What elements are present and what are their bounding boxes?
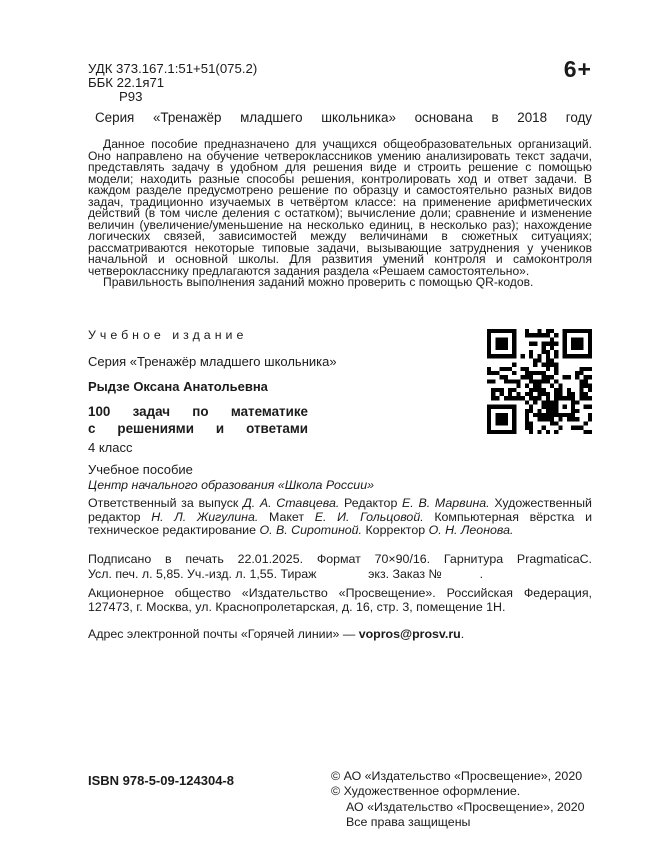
author-sign-code: Р93 — [119, 88, 143, 104]
bibliographic-codes — [88, 62, 257, 103]
annotation-qr-note: Правильность выполнения заданий можно проверить с помощью QR-кодов. — [103, 275, 534, 289]
age-rating-badge: 6+ — [563, 56, 592, 82]
hotline-email: vopros@prosv.ru — [358, 626, 461, 641]
print-info-line1: Подписано в печать 22.01.2025. Формат 70×90/16. Гарнитура PragmaticaC. — [88, 551, 592, 566]
print-info-line2: Усл. печ. л. 5,85. Уч.-изд. л. 1,55. Тираж экз. Заказ № . — [88, 566, 484, 581]
copyright-line-2: © Художественное оформление. — [331, 784, 521, 799]
edition-kind: Учебное издание — [88, 328, 248, 342]
imprint-block — [88, 478, 592, 641]
copyright-line-4: Все права защищены — [346, 814, 471, 829]
author-name: Рыдзе Оксана Анатольевна — [88, 379, 268, 394]
hotline-label: Адрес электронной почты «Горячей линии» — — [88, 626, 359, 641]
book-title-line1: 100 задач по математике — [88, 403, 308, 419]
copyright-block — [331, 769, 593, 830]
education-center-line: Центр начального образования «Школа России» — [88, 478, 374, 492]
series-founded-line: Серия «Тренажёр младшего школьника» основана в 2018 году — [95, 110, 592, 125]
credits-line: Ответственный за выпуск Д. А. Ставцева. Редактор Е. В. Марвина. Художественный редактор Н. Л. Жигулина. Макет Е. И. Гольцовой. Компьютерная вёрстка и техническое редактирование О. В. Сиротиной. Корректор О. Н. Леонова. — [88, 496, 592, 538]
publisher-address: Акционерное общество «Издательство «Просвещение». Российская Федерация, 127473, г. Москва, ул. Краснопролетарская, д. 16, стр. 3, помещение 1Н. — [88, 585, 592, 614]
hotline-email-line — [88, 627, 592, 641]
udk-line: УДК 373.167.1:51+51(075.2) — [88, 61, 258, 76]
grade-line: 4 класс — [88, 439, 133, 455]
copyright-line-3: АО «Издательство «Просвещение», 2020 — [346, 799, 585, 814]
hotline-period: . — [460, 626, 465, 641]
qr-code — [487, 329, 592, 434]
annotation-paragraph: Данное пособие предназначено для учащихся общеобразовательных организаций. Оно направлено на обучение четвероклассников умению анализировать текст задачи, представлять задачу в удобном для решения виде и строить решение с помощью модели; находить разные способы решения, контролировать ход и ответ задачи. В каждом разделе предусмотрено решение по образцу и самостоятельно разных видов задач, традиционно изучаемых в четвёртом классе: на применение арифметических действий (в том числе деления с остатком); вычисление доли; сравнение и изменение величин (увеличение/уменьшение на несколько единиц, в несколько раз); нахождение логических связей, зависимостей между величинами в сюжетных ситуациях; рассматриваются некоторые типовые задачи, вызывающие затруднения у учеников начальной и основной школы. Для развития умений контроля и самоконтроля четверокласснику предлагаются задания раздела «Решаем самостоятельно». — [88, 137, 592, 278]
isbn-line: ISBN 978-5-09-124304-8 — [88, 773, 234, 788]
annotation-block — [88, 139, 592, 289]
copyright-line-1: © АО «Издательство «Просвещение», 2020 — [331, 769, 583, 783]
bbk-line: ББК 22.1я71 — [88, 74, 165, 90]
edition-series: Серия «Тренажёр младшего школьника» — [88, 353, 337, 369]
book-title-line2: с решениями и ответами — [88, 420, 308, 436]
edition-block — [88, 329, 337, 477]
edition-type: Учебное пособие — [88, 462, 193, 477]
